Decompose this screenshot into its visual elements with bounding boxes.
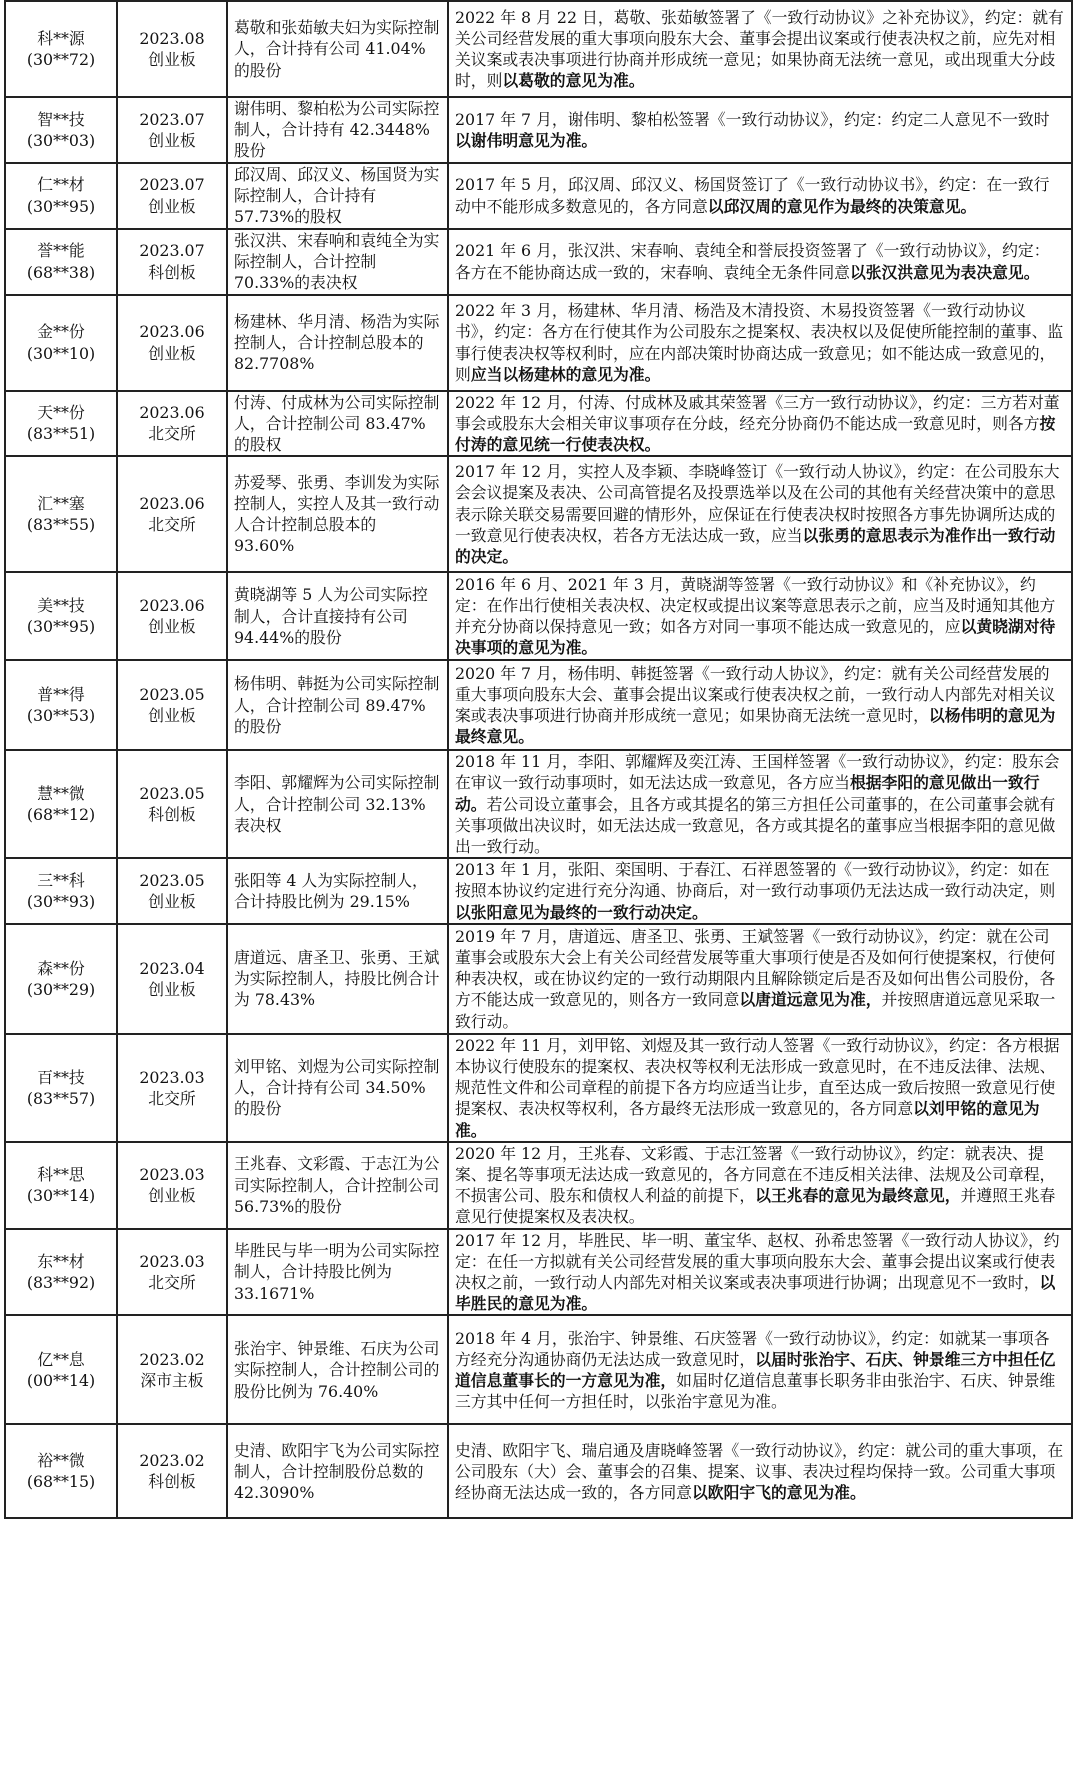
listing-board: 北交所	[148, 424, 196, 444]
agreement-cell	[448, 750, 1072, 858]
agreement-key-clause: 以邱汉周的意见作为最终的决策意见。	[707, 196, 977, 216]
controller-description: 毕胜民与毕一明为公司实际控制人，合计持股比例为 33.1671%	[227, 1229, 448, 1316]
agreement-text-tail: 并遵照王兆春意见行使提案权及表决权。	[455, 1186, 1056, 1227]
stock-code: (30**10)	[26, 343, 96, 363]
listing-board: 创业板	[148, 343, 196, 363]
table-body	[5, 1, 1072, 1518]
company-name: 汇**塞	[37, 494, 85, 514]
listing-date: 2023.03	[139, 1067, 205, 1087]
company-name: 森**份	[37, 958, 85, 978]
company-name: 亿**息	[37, 1349, 85, 1369]
stock-code: (00**14)	[26, 1370, 96, 1390]
listing-board: 创业板	[148, 706, 196, 726]
company-cell	[5, 1315, 117, 1424]
listing-date: 2023.07	[139, 241, 205, 261]
listing-board: 创业板	[148, 979, 196, 999]
controller-description: 杨伟明、韩挺为公司实际控制人，合计控制公司 89.47%的股份	[227, 660, 448, 750]
agreement-text: 2016 年 6 月、2021 年 3 月，黄晓湖等签署《一致行动协议》和《补充协议》，约定：在作出行使相关表决权、决定权或提出议案等意思表示之前，应当及时通知其他方并充分协商以保持意见一致；如各方对同一事项不能达成一致意见的，应	[455, 574, 1056, 637]
agreement-cell	[448, 295, 1072, 391]
company-name: 金**份	[37, 322, 85, 342]
listing-board: 北交所	[148, 1273, 196, 1293]
controller-description: 张治宇、钟景维、石庆为公司实际控制人，合计控制公司的股份比例为 76.40%	[227, 1315, 448, 1424]
table-row	[5, 924, 1072, 1034]
listing-date: 2023.05	[139, 784, 205, 804]
table-row	[5, 295, 1072, 391]
controller-description: 邱汉周、邱汉义、杨国贤为实际控制人，合计持有 57.73%的股权	[227, 163, 448, 229]
company-name: 天**份	[37, 403, 85, 423]
listing-cell	[117, 572, 227, 660]
controller-description: 王兆春、文彩霞、于志江为公司实际控制人，合计控制公司 56.73%的股份	[227, 1142, 448, 1229]
listing-date: 2023.03	[139, 1165, 205, 1185]
table-row	[5, 1229, 1072, 1316]
agreement-cell	[448, 163, 1072, 229]
company-cell	[5, 1034, 117, 1142]
agreement-cell	[448, 456, 1072, 572]
company-name: 慧**微	[37, 784, 85, 804]
agreement-text: 2021 年 6 月，张汉洪、宋春响、袁纯全和誉辰投资签署了《一致行动协议》，约定：各方在不能协商达成一致的，宋春响、袁纯全无条件同意	[455, 241, 1050, 282]
listing-date: 2023.08	[139, 28, 205, 48]
listing-cell	[117, 660, 227, 750]
agreement-key-clause: 以王兆春的意见为最终意见，	[755, 1186, 961, 1206]
agreement-cell	[448, 1229, 1072, 1316]
stock-code: (30**95)	[26, 617, 96, 637]
table-row	[5, 858, 1072, 924]
agreement-text: 2019 年 7 月，唐道远、唐圣卫、张勇、王斌签署《一致行动协议》，约定：就在公司董事会或股东大会上有关公司经营发展等重大事项行使是否及如何行使提案权，行使何种表决权，或在协议约定的一致行动期限内且解除锁定后是否及如何出售公司股份，各方不能达成一致意见的，则各方一致同意	[455, 926, 1056, 1010]
agreement-key-clause: 以张阳意见为最终的一致行动决定。	[455, 902, 708, 922]
table-row	[5, 163, 1072, 229]
listing-date: 2023.06	[139, 494, 205, 514]
agreement-key-clause: 以黄晓湖对待决事项的意见为准。	[455, 617, 1056, 658]
company-name: 誉**能	[37, 241, 85, 261]
company-cell	[5, 660, 117, 750]
agreement-text-tail: 如届时亿道信息董事长职务非由张治宇、石庆、钟景维三方其中任何一方担任时，以张治宇意见为准。	[455, 1370, 1056, 1412]
listing-cell	[117, 295, 227, 391]
table-row	[5, 1424, 1072, 1518]
controller-description: 唐道远、唐圣卫、张勇、王斌为实际控制人，持股比例合计为 78.43%	[227, 924, 448, 1034]
agreement-cell	[448, 924, 1072, 1034]
company-name: 裕**微	[37, 1451, 85, 1471]
listing-board: 创业板	[148, 196, 196, 216]
listing-cell	[117, 750, 227, 858]
listing-date: 2023.05	[139, 685, 205, 705]
company-name: 科**思	[37, 1165, 85, 1185]
agreement-cell	[448, 1034, 1072, 1142]
agreement-cell	[448, 229, 1072, 295]
listing-cell	[117, 97, 227, 163]
listing-cell	[117, 163, 227, 229]
controller-description: 刘甲铭、刘煜为公司实际控制人，合计持有公司 34.50%的股份	[227, 1034, 448, 1142]
company-name: 三**科	[37, 870, 85, 890]
agreement-cell	[448, 97, 1072, 163]
agreement-cell	[448, 572, 1072, 660]
agreement-text-tail: 若公司设立董事会，且各方或其提名的第三方担任公司董事的，在公司董事会就有关事项做出决议时，如无法达成一致意见，各方或其提名的董事应当根据李阳的意见做出一致行动。	[455, 794, 1056, 857]
controller-description: 黄晓湖等 5 人为公司实际控制人，合计直接持有公司 94.44%的股份	[227, 572, 448, 660]
company-name: 普**得	[37, 685, 85, 705]
stock-code: (83**92)	[26, 1273, 96, 1293]
stock-code: (68**12)	[26, 805, 96, 825]
table-row	[5, 750, 1072, 858]
agreement-text: 史清、欧阳宇飞、瑞启通及唐晓峰签署《一致行动协议》，约定：就公司的重大事项，在公司股东（大）会、董事会的召集、提案、议事、表决过程均保持一致。公司重大事项经协商无法达成一致的，各方同意	[455, 1440, 1064, 1503]
company-cell	[5, 1142, 117, 1229]
agreement-text: 2022 年 11 月，刘甲铭、刘煜及其一致行动人签署《一致行动协议》，约定：各方根据本协议行使股东的提案权、表决权等权利无法形成一致意见时，在不违反法律、法规、规范性文件和公司章程的前提下各方均应适当让步，直至达成一致后按照一致意见行使提案权、表决权等权利，各方最终无法形成一致意见的，各方同意	[455, 1035, 1060, 1119]
agreement-cell	[448, 391, 1072, 457]
agreement-text: 2017 年 5 月，邱汉周、邱汉义、杨国贤签订了《一致行动协议书》，约定：在一致行动中不能形成多数意见的，各方同意	[455, 175, 1050, 216]
agreement-cell	[448, 1315, 1072, 1424]
stock-code: (30**29)	[26, 979, 96, 999]
company-cell	[5, 295, 117, 391]
listing-cell	[117, 391, 227, 457]
controller-description: 史清、欧阳宇飞为公司实际控制人，合计控制股份总数的 42.3090%	[227, 1424, 448, 1518]
stock-code: (30**72)	[26, 50, 96, 69]
table-row	[5, 456, 1072, 572]
stock-code: (83**55)	[26, 515, 96, 535]
company-cell	[5, 163, 117, 229]
listing-date: 2023.02	[139, 1451, 205, 1471]
agreement-text: 2017 年 7 月，谢伟明、黎柏松签署《一致行动协议》，约定：约定二人意见不一致时	[455, 109, 1050, 129]
company-cell	[5, 1229, 117, 1316]
listing-board: 北交所	[148, 1088, 196, 1108]
listing-cell	[117, 1142, 227, 1229]
listing-date: 2023.07	[139, 175, 205, 195]
controller-description: 杨建林、华月清、杨浩为实际控制人，合计控制总股本的 82.7708%	[227, 295, 448, 391]
stock-code: (30**03)	[26, 130, 96, 150]
listing-cell	[117, 1, 227, 97]
listing-board: 创业板	[148, 130, 196, 150]
stock-code: (68**15)	[26, 1472, 96, 1492]
agreement-text-tail: 并按照唐道远意见采取一致行动。	[455, 990, 1056, 1031]
listing-board: 创业板	[148, 617, 196, 637]
company-cell	[5, 229, 117, 295]
table-row	[5, 1315, 1072, 1424]
listing-date: 2023.05	[139, 870, 205, 890]
agreement-key-clause: 以毕胜民的意见为准。	[455, 1273, 1056, 1314]
agreement-text: 2022 年 3 月，杨建林、华月清、杨浩及木清投资、木易投资签署《一致行动协议书》，约定：各方在行使其作为公司股东之提案权、表决权以及促使所能控制的董事、监事行使表决权等权利时，应在内部决策时协商达成一致意见；如不能达成一致意见的，则	[455, 301, 1064, 384]
agreement-text: 2018 年 4 月，张治宇、钟景维、石庆签署《一致行动协议》，约定：如就某一事项各方经充分沟通协商仍无法达成一致意见时，	[455, 1328, 1050, 1369]
listing-board: 创业板	[148, 892, 196, 912]
listing-cell	[117, 924, 227, 1034]
stock-code: (30**93)	[26, 892, 96, 912]
agreement-text: 2017 年 12 月，实控人及李颖、李晓峰签订《一致行动人协议》，约定：在公司股东大会会议提案及表决、公司高管提名及投票选举以及在公司的其他有关经营决策中的意思表示除关联交易需要回避的情形外，应保证在行使表决权时按照各方事先协调所达成的一致意见行使表决权，若各方无法达成一致，应当	[455, 462, 1060, 545]
company-name: 科**源	[37, 28, 85, 48]
agreement-cell	[448, 1, 1072, 97]
listing-date: 2023.04	[139, 958, 205, 978]
company-name: 东**材	[37, 1251, 85, 1271]
listing-date: 2023.02	[139, 1349, 205, 1369]
controller-description: 付涛、付成林为公司实际控制人，合计控制公司 83.47%的股权	[227, 391, 448, 457]
table-row	[5, 572, 1072, 660]
company-name: 智**技	[37, 109, 85, 129]
company-cell	[5, 391, 117, 457]
listing-board: 创业板	[148, 1186, 196, 1206]
listing-cell	[117, 229, 227, 295]
company-cell	[5, 924, 117, 1034]
table-row	[5, 660, 1072, 750]
controller-description: 苏爱琴、张勇、李训发为实际控制人，实控人及其一致行动人合计控制总股本的 93.60%	[227, 456, 448, 572]
table-row	[5, 229, 1072, 295]
agreement-text: 2022 年 12 月，付涛、付成林及戚其荣签署《三方一致行动协议》，约定：三方若对董事会或股东大会相关审议事项存在分歧，经充分协商仍不能达成一致意见时，则各方	[455, 392, 1060, 433]
listing-board: 科创板	[148, 805, 196, 825]
agreement-text: 2018 年 11 月，李阳、郭耀辉及奕江涛、王国样签署《一致行动协议》，约定：股东会在审议一致行动事项时，如无法达成一致意见，各方应当	[455, 752, 1060, 793]
company-cell	[5, 572, 117, 660]
company-cell	[5, 97, 117, 163]
company-name: 百**技	[37, 1067, 85, 1087]
stock-code: (83**57)	[26, 1088, 96, 1108]
agreement-key-clause: 按付涛的意见统一行使表决权。	[455, 413, 1056, 455]
company-cell	[5, 1, 117, 97]
listing-date: 2023.06	[139, 596, 205, 616]
table-row	[5, 1, 1072, 97]
listing-date: 2023.03	[139, 1251, 205, 1271]
agreement-text: 2020 年 12 月，王兆春、文彩霞、于志江签署《一致行动协议》，约定：就表决、提案、提名等事项无法达成一致意见的，各方同意在不违反相关法律、法规及公司章程，不损害公司、股东和债权人利益的前提下，	[455, 1143, 1056, 1206]
listing-date: 2023.06	[139, 403, 205, 423]
listing-cell	[117, 456, 227, 572]
agreement-cell	[448, 1424, 1072, 1518]
stock-code: (83**51)	[26, 424, 96, 444]
agreement-text: 2020 年 7 月，杨伟明、韩挺签署《一致行动人协议》，约定：就有关公司经营发展的重大事项向股东大会、董事会提出议案或行使表决权之前，一致行动人内部先对相关议案或表决事项进行协商并形成统一意见；如果协商无法统一意见时，	[455, 663, 1056, 726]
listing-date: 2023.07	[139, 109, 205, 129]
company-cell	[5, 1424, 117, 1518]
agreement-key-clause: 以谢伟明意见为准。	[455, 130, 598, 150]
agreement-key-clause: 根据李阳的意见做出一致行动。	[455, 773, 1040, 814]
company-name: 仁**材	[37, 175, 85, 195]
agreement-key-clause: 以欧阳宇飞的意见为准。	[691, 1483, 866, 1503]
agreement-key-clause: 以唐道远意见为准，	[739, 990, 882, 1010]
listing-board: 科创板	[148, 1472, 196, 1492]
agreement-key-clause: 以届时张治宇、石庆、钟景维三方中担任亿道信息董事长的一方意见为准，	[455, 1349, 1056, 1390]
agreement-key-clause: 以葛敬的意见为准。	[502, 71, 645, 91]
agreement-cell	[448, 660, 1072, 750]
company-cell	[5, 750, 117, 858]
concert-agreement-table	[4, 0, 1073, 1519]
table-row	[5, 1142, 1072, 1229]
agreement-key-clause: 以张汉洪意见为表决意见。	[849, 262, 1040, 282]
company-cell	[5, 456, 117, 572]
table-row	[5, 97, 1072, 163]
listing-board: 深市主板	[140, 1370, 204, 1390]
listing-cell	[117, 858, 227, 924]
agreement-key-clause: 应当以杨建林的意见为准。	[470, 364, 661, 384]
listing-board: 科创板	[148, 262, 196, 282]
agreement-text: 2022 年 8 月 22 日，葛敬、张茹敏签署了《一致行动协议》之补充协议》，约定：就有关公司经营发展的重大事项向股东大会、董事会提出议案或行使表决权之前，应先对相关议案或表决事项进行协商并形成统一意见；如果协商无法统一意见，或出现重大分歧时，则	[455, 7, 1064, 91]
agreement-key-clause: 以刘甲铭的意见为准。	[455, 1099, 1040, 1140]
agreement-cell	[448, 1142, 1072, 1229]
controller-description: 李阳、郭耀辉为公司实际控制人，合计控制公司 32.13%表决权	[227, 750, 448, 858]
stock-code: (68**38)	[26, 262, 96, 282]
stock-code: (30**53)	[26, 706, 96, 726]
listing-cell	[117, 1315, 227, 1424]
controller-description: 张阳等 4 人为实际控制人，合计持股比例为 29.15%	[227, 858, 448, 924]
controller-description: 张汉洪、宋春响和袁纯全为实际控制人，合计控制 70.33%的表决权	[227, 229, 448, 295]
controller-description: 葛敬和张茹敏夫妇为实际控制人，合计持有公司 41.04%的股份	[227, 1, 448, 97]
agreement-text: 2013 年 1 月，张阳、栾国明、于春江、石祥恩签署的《一致行动协议》，约定：如在按照本协议约定进行充分沟通、协商后，对一致行动事项仍无法达成一致行动决定，则	[455, 860, 1056, 901]
listing-board: 创业板	[148, 50, 196, 69]
stock-code: (30**14)	[26, 1186, 96, 1206]
company-cell	[5, 858, 117, 924]
listing-date: 2023.06	[139, 322, 205, 342]
listing-board: 北交所	[148, 515, 196, 535]
table-row	[5, 391, 1072, 457]
listing-cell	[117, 1034, 227, 1142]
agreement-text: 2017 年 12 月，毕胜民、毕一明、董宝华、赵权、孙希忠签署《一致行动人协议》，约定：在任一方拟就有关公司经营发展的重大事项向股东大会、董事会提出议案或行使表决权之前，一致行动人内部先对相关议案或表决事项进行协调；出现意见不一致时，	[455, 1230, 1060, 1293]
agreement-key-clause: 以张勇的意思表示为准作出一致行动的决定。	[455, 525, 1056, 567]
stock-code: (30**95)	[26, 196, 96, 216]
agreement-cell	[448, 858, 1072, 924]
listing-cell	[117, 1424, 227, 1518]
listing-cell	[117, 1229, 227, 1316]
agreement-key-clause: 以杨伟明的意见为最终意见。	[455, 706, 1056, 747]
table-row	[5, 1034, 1072, 1142]
controller-description: 谢伟明、黎柏松为公司实际控制人，合计持有 42.3448%股份	[227, 97, 448, 163]
company-name: 美**技	[37, 596, 85, 616]
